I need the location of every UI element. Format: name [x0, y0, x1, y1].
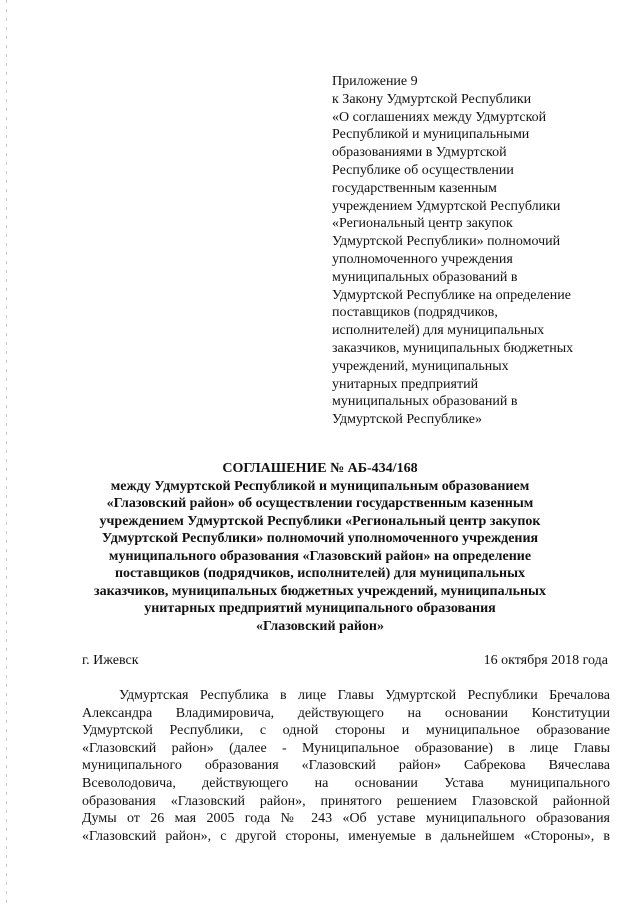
- appendix-line: Приложение 9: [332, 74, 418, 89]
- appendix-line: «О соглашениях между Удмуртской: [332, 109, 547, 125]
- appendix-note: [332, 73, 612, 429]
- body-line: Удмуртская Республика в лице Главы Удмуртской Республики Бречалова: [119, 688, 610, 703]
- title-line: учреждением Удмуртской Республики «Региональный центр закупок: [99, 513, 541, 529]
- title-line: поставщиков (подрядчиков, исполнителей) для муниципальных: [114, 566, 526, 581]
- signing-date: 16 октября 2018 года: [483, 653, 608, 668]
- body-line: Александра Владимировича, действующего на основании Конституции: [82, 705, 610, 721]
- appendix-line: унитарных предприятий: [332, 376, 479, 392]
- body-line: муниципального образования «Глазовский район» Сабрекова Вячеслава: [82, 758, 610, 774]
- appendix-line: учреждением Удмуртской Республики: [332, 198, 561, 214]
- title-line: Удмуртской Республики» полномочий уполномоченного учреждения: [101, 531, 539, 546]
- agreement-title: [60, 460, 580, 635]
- appendix-line: заказчиков, муниципальных бюджетных: [332, 340, 574, 356]
- agreement-heading: СОГЛАШЕНИЕ № АБ-434/168: [222, 461, 418, 476]
- appendix-line: Республике об осуществлении: [332, 162, 514, 178]
- appendix-line: к Закону Удмуртской Республики: [332, 91, 532, 107]
- appendix-line: муниципальных образований в: [332, 269, 518, 285]
- title-line: между Удмуртской Республикой и муниципальным образованием: [110, 478, 530, 494]
- body-line: Удмуртской Республики, с одной стороны и муниципальное образование: [82, 723, 610, 739]
- appendix-line: Удмуртской Республике»: [332, 412, 482, 428]
- appendix-line: образованиями в Удмуртской: [332, 145, 507, 161]
- title-line: «Глазовский район» об осуществлении государственным казенным: [106, 496, 534, 511]
- appendix-line: поставщиков (подрядчиков,: [332, 305, 498, 321]
- appendix-line: учреждений, муниципальных: [332, 358, 509, 374]
- body-line: Всеволодовича, действующего на основании Устава муниципального: [82, 775, 610, 791]
- title-line: муниципального образования «Глазовский район» на определение: [108, 548, 532, 564]
- signing-place: г. Ижевск: [82, 653, 139, 668]
- appendix-line: муниципальных образований в: [332, 394, 518, 410]
- appendix-line: уполномоченного учреждения: [332, 251, 513, 267]
- agreement-body: [82, 687, 610, 845]
- appendix-line: Удмуртской Республике на определение: [332, 287, 571, 303]
- appendix-line: Республикой и муниципальными: [332, 127, 530, 143]
- title-line: заказчиков, муниципальных бюджетных учреждений, муниципальных: [94, 583, 546, 599]
- appendix-line: исполнителей) для муниципальных: [332, 323, 545, 339]
- body-line: «Глазовский район» (далее - Муниципальное образование) в лице Главы: [82, 740, 610, 756]
- body-line: «Глазовский район», с другой стороны, именуемые в дальнейшем «Стороны», в: [82, 828, 610, 844]
- appendix-line: государственным казенным: [332, 180, 497, 196]
- body-line: образования «Глазовский район», принятого решением Глазовской районной: [82, 793, 610, 809]
- title-line: унитарных предприятий муниципального образования: [144, 601, 496, 616]
- body-line: Думы от 26 мая 2005 года № 243 «Об уставе муниципального образования: [82, 811, 610, 827]
- scan-edge-mark: [6, 0, 7, 905]
- appendix-line: «Региональный центр закупок: [332, 216, 513, 232]
- appendix-line: Удмуртской Республики» полномочий: [332, 234, 561, 250]
- title-line: «Глазовский район»: [256, 618, 384, 634]
